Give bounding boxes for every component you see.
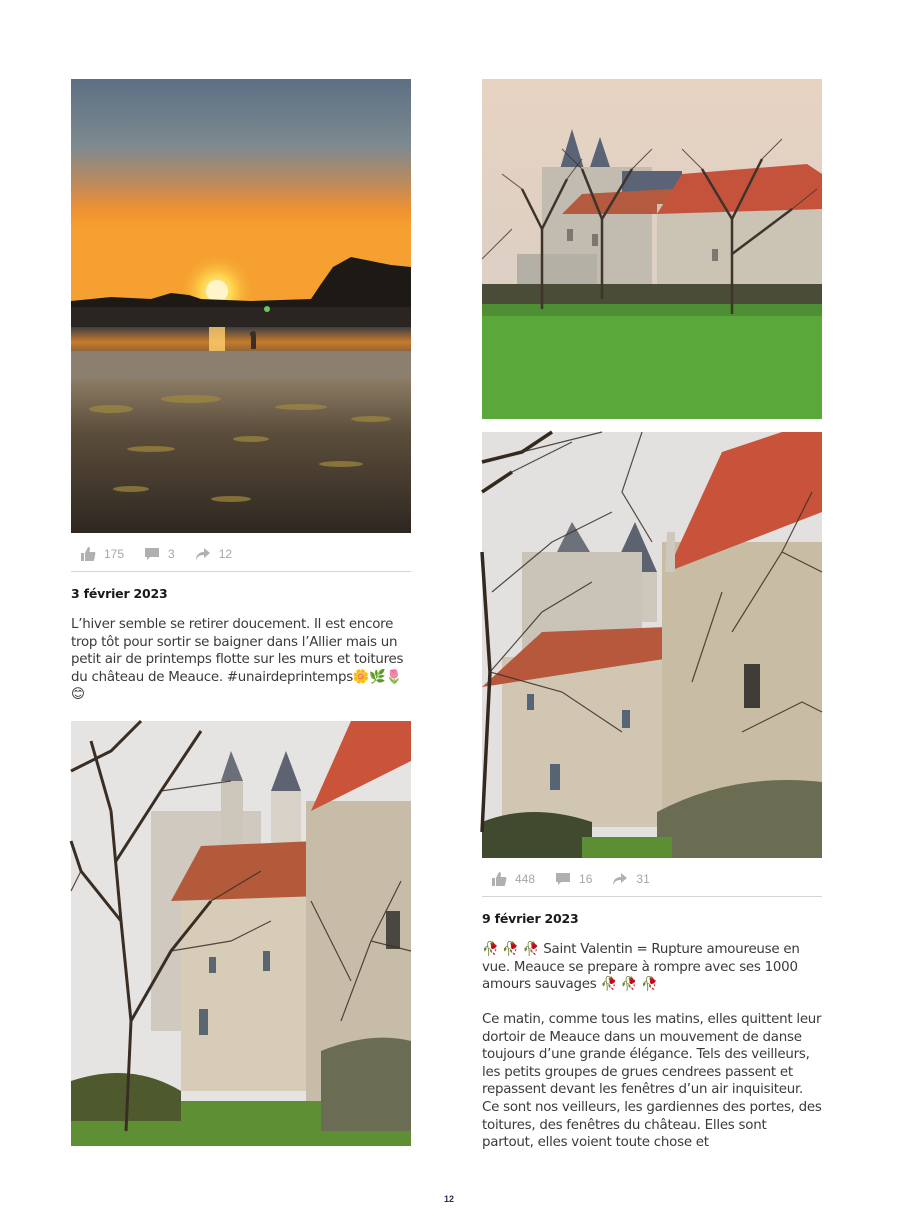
comment-stat[interactable] (144, 546, 175, 562)
page-number: 12 (443, 1194, 454, 1204)
like-count: 175 (104, 547, 125, 561)
share-stat[interactable] (195, 546, 232, 562)
share-arrow-icon (612, 871, 628, 887)
share-stat[interactable] (612, 871, 649, 887)
comment-bubble-icon (144, 546, 160, 562)
chateau-lawn-photo (482, 79, 822, 419)
divider (71, 571, 411, 572)
comment-bubble-icon (555, 871, 571, 887)
like-stat[interactable] (80, 546, 124, 562)
chateau-towers-photo (71, 721, 411, 1146)
chateau-walls-photo (482, 432, 822, 858)
post-text-body: Ce matin, comme tous les matins, elles quittent leur dortoir de Meauce dans un mouvement de danse toujours d’une grande élégance. Tels des veilleurs, les petits groupes de grues cendrees passent et repassent devant les fenêtres d’un air inquisiteur. Ce sont nos veilleurs, les gardiennes des portes, des toitures, des fenêtres du château. Elles sont partout, elles voient toute chose et (482, 1012, 826, 1151)
share-arrow-icon (195, 546, 211, 562)
divider (482, 896, 822, 897)
post-text: L’hiver semble se retirer doucement. Il est encore trop tôt pour sortir se baigner dans l’Allier mais un petit air de printemps flotte sur les murs et toitures du château de Meauce. #unairdeprintemps🌼🌿🌷😊 (71, 617, 408, 703)
thumbs-up-icon (80, 546, 96, 562)
post-date: 3 février 2023 (71, 586, 168, 601)
post-stats-bar (80, 541, 252, 567)
comment-count: 16 (579, 872, 593, 886)
post-stats-bar (491, 866, 670, 892)
share-count: 31 (636, 872, 650, 886)
share-count: 12 (218, 547, 233, 561)
like-stat[interactable] (491, 871, 535, 887)
like-count: 448 (515, 872, 536, 886)
post-text-intro: 🥀 🥀 🥀 Saint Valentin = Rupture amoureuse en vue. Meauce se prepare à rompre avec ses 1000 amours sauvages 🥀 🥀 🥀 (482, 942, 804, 993)
comment-stat[interactable] (555, 871, 592, 887)
sunset-river-photo (71, 79, 411, 533)
thumbs-up-icon (491, 871, 507, 887)
comment-count: 3 (168, 547, 175, 561)
post-date: 9 février 2023 (482, 911, 579, 926)
